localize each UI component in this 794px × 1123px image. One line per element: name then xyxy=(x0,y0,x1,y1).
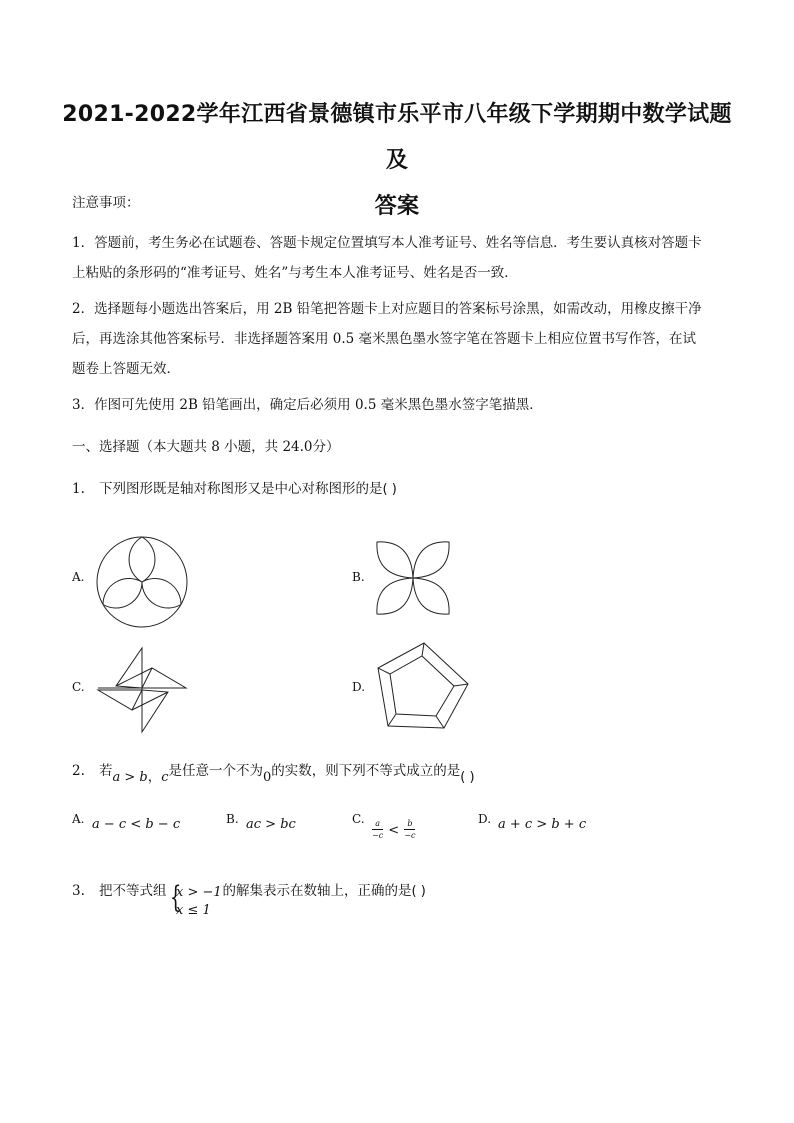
q2-option-c-numerator-1: a xyxy=(375,819,380,828)
q2-option-c-numerator-2: b xyxy=(407,819,413,828)
q1-option-c-label: C. xyxy=(72,680,85,694)
question-2-text-after: 的实数，则下列不等式成立的是 xyxy=(271,763,461,779)
question-3-inequality-1: x > −1 xyxy=(176,885,222,900)
question-1-paren: ( ) xyxy=(382,482,397,497)
notice-item-3: 3．作图可先使用 2B 铅笔画出，确定后必须用 0.5 毫米黑色墨水签字笔描黑． xyxy=(72,397,543,413)
question-2 xyxy=(72,760,475,783)
notice-item-2-line-3: 题卷上答题无效． xyxy=(72,361,180,377)
q2-option-a-label: A. xyxy=(72,812,85,826)
question-3-text-after: 的解集表示在数轴上，正确的是 xyxy=(222,883,412,899)
question-3-text-before: 把不等式组 xyxy=(99,883,167,899)
notice-item-1 xyxy=(72,228,724,288)
q2-option-d-label: D. xyxy=(478,812,492,826)
notice-item-1-line-2: 上粘贴的条形码的“准考证号、姓名”与考生本人准考证号、姓名是否一致． xyxy=(72,265,518,281)
q2-option-c-denominator-2: −c xyxy=(404,831,416,840)
notice-item-2-line-1: 2．选择题每小题选出答案后，用 2B 铅笔把答题卡上对应题目的答案标号涂黑，如需改动，用橡皮擦干净 xyxy=(72,301,702,317)
q1-option-d-figure xyxy=(372,640,472,732)
question-3-inequality-2: x ≤ 1 xyxy=(176,903,211,918)
q2-option-c-less-than: < xyxy=(388,823,400,838)
q2-option-c-denominator-1: −c xyxy=(372,831,384,840)
notice-item-2 xyxy=(72,294,724,384)
question-2-comma: ， xyxy=(147,769,162,785)
q2-option-a-expr: a − c < b − c xyxy=(92,817,181,832)
q2-option-d-expr: a + c > b + c xyxy=(498,817,587,832)
q2-option-b-expr: ac > bc xyxy=(246,817,296,832)
question-2-var-c: c xyxy=(161,770,169,785)
question-3 xyxy=(72,880,426,903)
question-2-zero: 0 xyxy=(263,770,272,785)
title-line-2: 答案 xyxy=(374,194,420,219)
q2-option-c-label: C. xyxy=(352,812,365,826)
notice-heading: 注意事项： xyxy=(72,195,140,211)
question-1 xyxy=(72,478,397,501)
q2-option-c-fraction-1 xyxy=(372,818,383,841)
q1-option-a-label: A. xyxy=(72,570,85,584)
section-heading: 一、选择题（本大题共 8 小题，共 24.0分） xyxy=(72,439,340,455)
q1-option-b-figure xyxy=(373,538,453,618)
question-2-condition: a > b xyxy=(112,770,148,785)
q2-option-b-label: B. xyxy=(226,812,239,826)
question-3-paren: ( ) xyxy=(411,884,426,899)
question-3-number: 3. xyxy=(72,883,85,899)
q1-option-c-figure xyxy=(96,646,188,734)
q2-option-c-expr xyxy=(372,818,415,841)
q1-option-a-figure xyxy=(94,534,190,630)
q1-option-b-label: B. xyxy=(352,570,365,584)
question-1-number: 1. xyxy=(72,481,85,497)
q2-option-c-fraction-2 xyxy=(404,818,415,841)
q1-option-d-label: D. xyxy=(352,680,366,694)
question-1-text: 下列图形既是轴对称图形又是中心对称图形的是 xyxy=(99,481,383,497)
question-2-text-before: 若 xyxy=(99,763,113,779)
question-2-paren: ( ) xyxy=(460,770,475,785)
question-3-system xyxy=(176,884,222,920)
question-2-text-mid: 是任意一个不为 xyxy=(168,763,264,779)
notice-item-1-line-1: 1．答题前，考生务必在试题卷、答题卡规定位置填写本人准考证号、姓名等信息．考生要认真核对答题卡 xyxy=(72,235,702,251)
title-line-1: 2021-2022学年江西省景德镇市乐平市八年级下学期期中数学试题及 xyxy=(62,102,732,173)
question-3-brace: { xyxy=(169,880,182,915)
question-2-number: 2. xyxy=(72,763,85,779)
notice-item-2-line-2: 后，再选涂其他答案标号．非选择题答案用 0.5 毫米黑色墨水签字笔在答题卡上相应位置书写作答，在试 xyxy=(72,331,697,347)
